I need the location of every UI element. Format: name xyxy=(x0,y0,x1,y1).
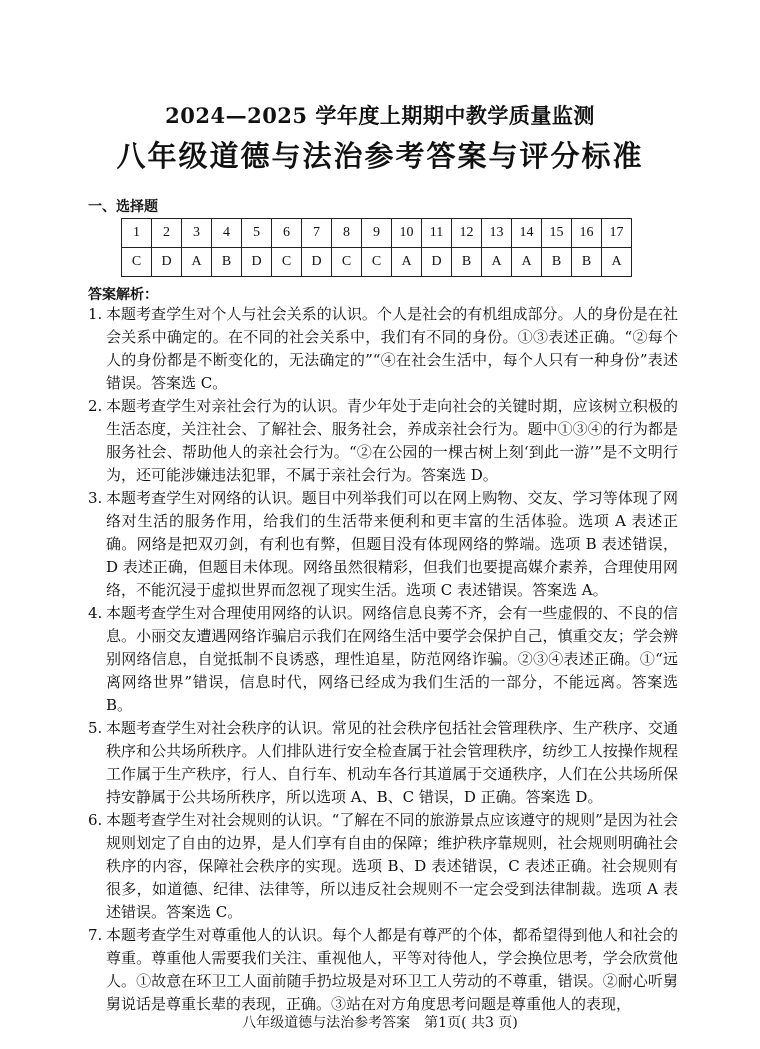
item-text: 本题考查学生对社会秩序的认识。常见的社会秩序包括社会管理秩序、生产秩序、交通秩序和公共场所秩序。人们排队进行安全检查属于社会管理秩序，纺纱工人按操作规程工作属于生产秩序，行人、自行车、机动车各行其道属于交通秩序，人们在公共场所保持安静属于公共场所秩序，所以选项 A、B、C 错误，D 正确。答案选 D。 xyxy=(106,719,678,806)
section-heading: 一、选择题 xyxy=(88,199,158,215)
item-text: 本题考查学生对社会规则的认识。“了解在不同的旅游景点应该遵守的规则”是因为社会规则划定了自由的边界，是人们享有自由的保障；维护秩序靠规则，社会规则明确社会秩序的内容，保障社会秩序的实现。选项 B、D 表述错误，C 表述正确。社会规则有很多，如道德、纪律、法律等，所以违反社会规则不一定会受到法律制裁。选项 A 表述错误。答案选 C。 xyxy=(106,811,678,921)
question-number-cell: 13 xyxy=(482,219,512,248)
answer-cell: B xyxy=(542,248,572,277)
document-title: 八年级道德与法治参考答案与评分标准 xyxy=(116,139,644,173)
answer-cell: C xyxy=(122,248,152,277)
answer-table xyxy=(121,218,632,277)
question-number-cell: 17 xyxy=(602,219,632,248)
item-text: 本题考查学生对合理使用网络的认识。网络信息良莠不齐，会有一些虚假的、不良的信息。小丽交友遭遇网络诈骗启示我们在网络生活中要学会保护自己，慎重交友；学会辨别网络信息，自觉抵制不良诱惑，理性追星，防范网络诈骗。②③④表述正确。①“远离网络世界”错误，信息时代，网络已经成为我们生活的一部分，不能远离。答案选 B。 xyxy=(106,604,678,714)
answer-cell: B xyxy=(572,248,602,277)
question-number-cell: 6 xyxy=(272,219,302,248)
question-number-cell: 8 xyxy=(332,219,362,248)
answer-cell: B xyxy=(212,248,242,277)
item-text: 本题考查学生对个人与社会关系的认识。个人是社会的有机组成部分。人的身份是在社会关系中确定的。在不同的社会关系中，我们有不同的身份。①③表述正确。“②每个人的身份都是不断变化的，无法确定的”“④在社会生活中，每个人只有一种身份”表述错误。答案选 C。 xyxy=(106,305,678,392)
analysis-item xyxy=(88,487,678,602)
item-text: 本题考查学生对网络的认识。题目中列举我们可以在网上购物、交友、学习等体现了网络对生活的服务作用，给我们的生活带来便利和更丰富的生活体验。选项 A 表述正确。网络是把双刃剑，有利也有弊，但题目没有体现网络的弊端。选项 B 表述错误，D 表述正确，但题目未体现。网络虽然很精彩，但我们也要提高媒介素养，合理使用网络，不能沉浸于虚拟世界而忽视了现实生活。选项 C 表述错误。答案选 A。 xyxy=(106,489,678,599)
answer-cell: C xyxy=(272,248,302,277)
item-text: 本题考查学生对亲社会行为的认识。青少年处于走向社会的关键时期，应该树立积极的生活态度，关注社会、了解社会、服务社会，养成亲社会行为。题中①③④的行为都是服务社会、帮助他人的亲社会行为。“②在公园的一棵古树上刻‘到此一游’”是不文明行为，还可能涉嫌违法犯罪，不属于亲社会行为。答案选 D。 xyxy=(106,397,678,484)
question-number-cell: 12 xyxy=(452,219,482,248)
question-number-cell: 3 xyxy=(182,219,212,248)
item-number: 6. xyxy=(88,811,103,829)
analysis-item xyxy=(88,303,678,395)
answer-cell: A xyxy=(602,248,632,277)
answer-cell: A xyxy=(482,248,512,277)
analysis-item xyxy=(88,395,678,487)
item-number: 4. xyxy=(88,604,103,622)
item-number: 2. xyxy=(88,397,103,415)
answer-cell: D xyxy=(302,248,332,277)
answer-cell: A xyxy=(512,248,542,277)
answer-table-number-row xyxy=(122,219,632,248)
analysis-list xyxy=(88,303,678,1016)
item-number: 3. xyxy=(88,489,103,507)
analysis-item xyxy=(88,809,678,924)
question-number-cell: 7 xyxy=(302,219,332,248)
answer-cell: B xyxy=(452,248,482,277)
question-number-cell: 10 xyxy=(392,219,422,248)
answer-cell: A xyxy=(182,248,212,277)
item-number: 1. xyxy=(88,305,103,323)
answer-table-answer-row xyxy=(122,248,632,277)
analysis-item xyxy=(88,602,678,717)
answer-cell: C xyxy=(362,248,392,277)
exam-title: 2024—2025 学年度上期期中教学质量监测 xyxy=(165,103,595,128)
question-number-cell: 9 xyxy=(362,219,392,248)
question-number-cell: 2 xyxy=(152,219,182,248)
analysis-item xyxy=(88,717,678,809)
answer-cell: D xyxy=(422,248,452,277)
analysis-heading: 答案解析： xyxy=(88,287,158,303)
answer-cell: C xyxy=(332,248,362,277)
question-number-cell: 5 xyxy=(242,219,272,248)
answer-cell: D xyxy=(242,248,272,277)
question-number-cell: 16 xyxy=(572,219,602,248)
answer-cell: A xyxy=(392,248,422,277)
question-number-cell: 4 xyxy=(212,219,242,248)
question-number-cell: 1 xyxy=(122,219,152,248)
item-number: 5. xyxy=(88,719,103,737)
question-number-cell: 14 xyxy=(512,219,542,248)
question-number-cell: 11 xyxy=(422,219,452,248)
item-number: 7. xyxy=(88,926,103,944)
item-text: 本题考查学生对尊重他人的认识。每个人都是有尊严的个体，都希望得到他人和社会的尊重。尊重他人需要我们关注、重视他人，平等对待他人，学会换位思考，学会欣赏他人。①故意在环卫工人面前随手扔垃圾是对环卫工人劳动的不尊重，错误。②耐心听舅舅说话是尊重长辈的表现，正确。③站在对方角度思考问题是尊重他人的表现， xyxy=(106,926,678,1013)
page-footer: 八年级道德与法治参考答案 第1页( 共3 页) xyxy=(242,1015,518,1031)
answer-cell: D xyxy=(152,248,182,277)
analysis-item xyxy=(88,924,678,1016)
question-number-cell: 15 xyxy=(542,219,572,248)
